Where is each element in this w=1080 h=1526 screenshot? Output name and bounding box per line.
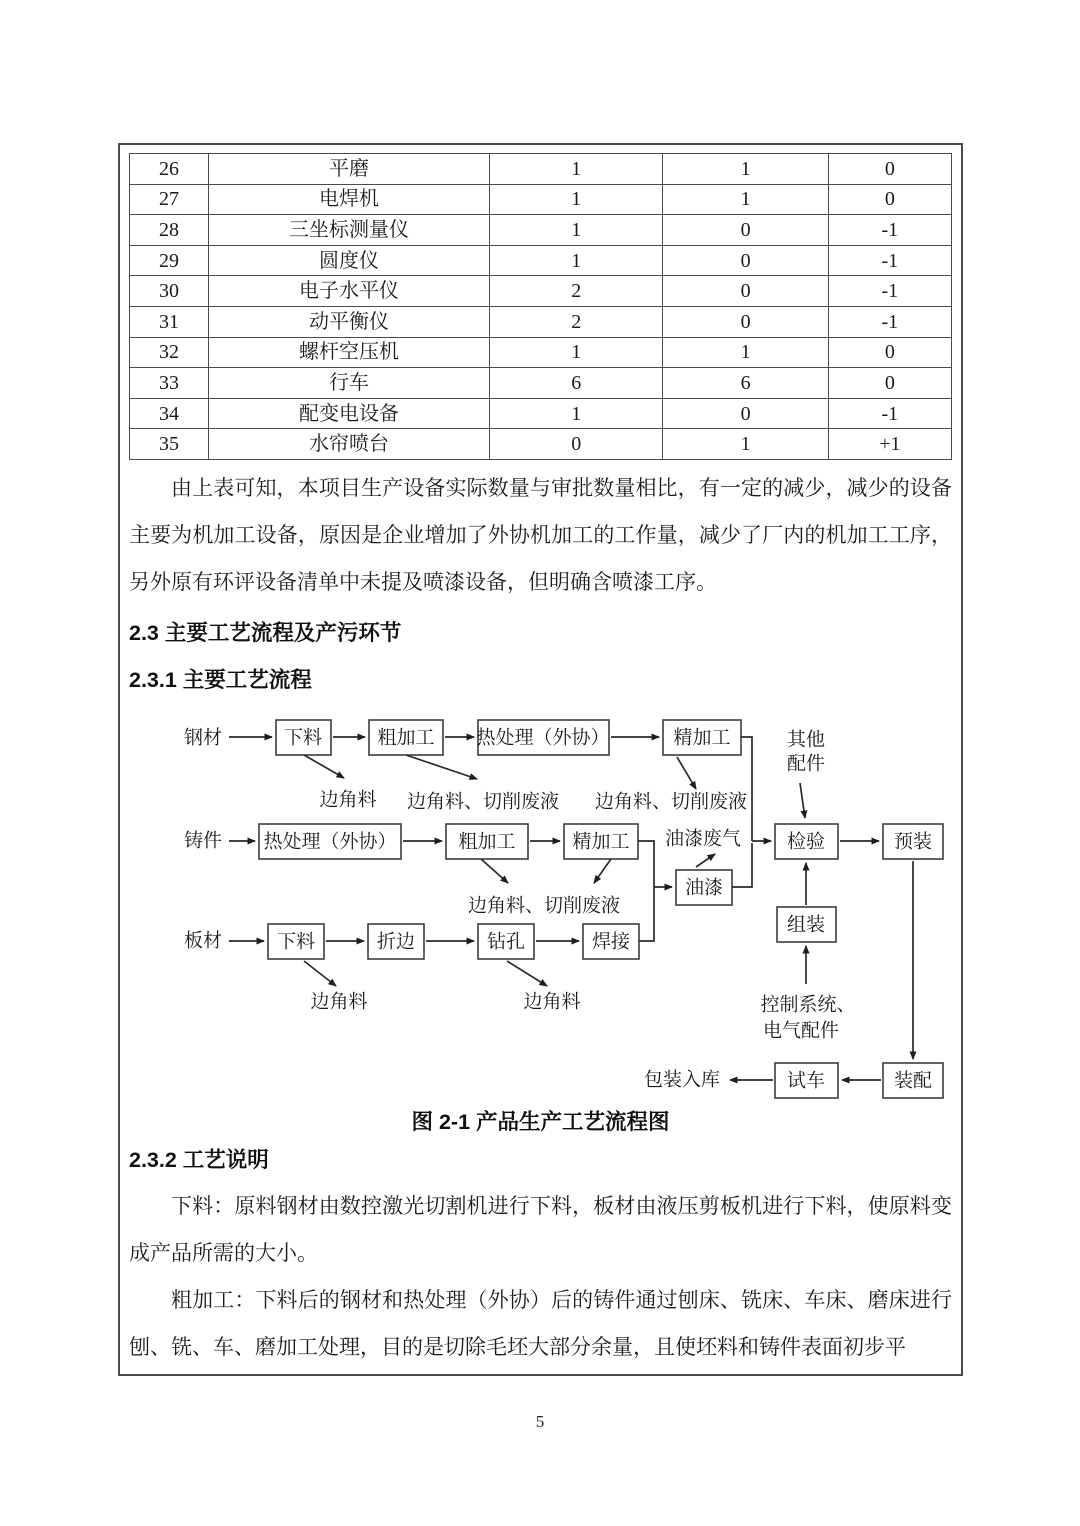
table-row <box>130 398 952 429</box>
flow-waste-arrow <box>594 859 611 883</box>
cell-name: 电子水平仪 <box>208 276 489 307</box>
cell-delta: +1 <box>828 429 951 460</box>
cell-actual: 0 <box>663 215 828 246</box>
paragraph-blanking: 下料：原料钢材由数控激光切割机进行下料，板材由液压剪板机进行下料，使原料变成产品所需的大小。 <box>129 1193 952 1265</box>
flow-label-scrap-cutting-3: 边角料、切削废液 <box>467 895 621 917</box>
flow-node-preassembly <box>883 824 943 859</box>
flow-node-drilling <box>478 924 534 959</box>
flow-node-label: 热处理（外协） <box>263 831 397 853</box>
cell-approved: 2 <box>490 276 663 307</box>
flow-label-casting: 铸件 <box>183 830 223 852</box>
cell-approved: 1 <box>490 398 663 429</box>
cell-actual: 0 <box>663 398 828 429</box>
content-frame <box>118 143 963 1376</box>
paragraph-intro: 由上表可知，本项目生产设备实际数量与审批数量相比，有一定的减少，减少的设备主要为机加工设备，原因是企业增加了外协机加工的工作量，减少了厂内的机加工工序，另外原有环评设备清单中未提及喷漆设备，但明确含喷漆工序。 <box>129 475 952 594</box>
cell-no: 27 <box>130 184 209 215</box>
cell-delta: 0 <box>828 184 951 215</box>
cell-delta: -1 <box>828 215 951 246</box>
table-row <box>130 184 952 215</box>
table-row <box>130 245 952 276</box>
flow-node-label: 油漆 <box>684 877 724 899</box>
flow-connector <box>741 737 752 841</box>
paragraph-rough-machining: 粗加工：下料后的钢材和热处理（外协）后的铸件通过刨床、铣床、车床、磨床进行刨、铣、车、磨加工处理，目的是切除毛坯大部分余量，且使坯料和铸件表面初步平 <box>129 1287 952 1359</box>
cell-name: 水帘喷台 <box>208 429 489 460</box>
flow-label-scrap-1: 边角料 <box>319 789 377 811</box>
cell-approved: 1 <box>490 154 663 185</box>
cell-actual: 1 <box>663 337 828 368</box>
flow-node-inspection <box>775 824 838 859</box>
figure-caption: 图 2-1 产品生产工艺流程图 <box>411 1109 670 1134</box>
table-row <box>130 276 952 307</box>
cell-no: 28 <box>130 215 209 246</box>
cell-name: 电焊机 <box>208 184 489 215</box>
flow-node-label: 粗加工 <box>377 727 435 749</box>
table-row <box>130 154 952 185</box>
flow-node-heat-treatment-1 <box>476 720 609 755</box>
flow-node-label: 组装 <box>786 914 826 936</box>
cell-approved: 1 <box>490 245 663 276</box>
cell-name: 配变电设备 <box>208 398 489 429</box>
cell-actual: 0 <box>663 245 828 276</box>
flow-node-rough-machining-2 <box>446 824 528 859</box>
flow-node-label: 精加工 <box>572 831 630 853</box>
flow-arrow <box>800 783 805 818</box>
flow-node-label: 检验 <box>786 831 826 853</box>
flow-node-heat-treatment-2 <box>259 824 401 859</box>
cell-actual: 0 <box>663 306 828 337</box>
flow-label-other-parts: 配件 <box>786 753 826 775</box>
flow-label-scrap-2: 边角料 <box>310 991 368 1013</box>
flow-node-label: 粗加工 <box>458 831 516 853</box>
flow-waste-arrow <box>507 961 547 986</box>
flow-connector <box>638 841 654 941</box>
flow-node-test-run <box>775 1063 838 1098</box>
table-row <box>130 215 952 246</box>
cell-actual: 1 <box>663 429 828 460</box>
flow-label-control-system: 控制系统、 <box>760 994 856 1016</box>
cell-approved: 6 <box>490 368 663 399</box>
cell-delta: -1 <box>828 245 951 276</box>
flow-waste-arrow <box>406 755 477 779</box>
flow-label-scrap-cutting-1: 边角料、切削废液 <box>406 791 560 813</box>
cell-actual: 6 <box>663 368 828 399</box>
table-row <box>130 337 952 368</box>
flow-label-scrap-cutting-2: 边角料、切削废液 <box>594 791 748 813</box>
flow-label-scrap-3: 边角料 <box>523 991 581 1013</box>
flow-node-blanking-1 <box>276 720 331 755</box>
flow-node-label: 下料 <box>283 727 323 749</box>
cell-name: 圆度仪 <box>208 245 489 276</box>
cell-no: 26 <box>130 154 209 185</box>
cell-no: 34 <box>130 398 209 429</box>
cell-name: 动平衡仪 <box>208 306 489 337</box>
flow-label-paint-gas: 油漆废气 <box>664 828 742 850</box>
flow-node-subassembly <box>777 907 836 942</box>
section-heading-2-3-2: 2.3.2 工艺说明 <box>129 1147 269 1172</box>
flow-label-steel: 钢材 <box>183 727 223 749</box>
flow-node-label: 折边 <box>376 931 416 953</box>
flow-node-label: 下料 <box>276 931 316 953</box>
flow-node-paint <box>676 870 732 905</box>
cell-delta: 0 <box>828 337 951 368</box>
flow-node-label: 钻孔 <box>486 931 526 953</box>
flow-node-label: 精加工 <box>673 727 731 749</box>
page-number: 5 <box>535 1412 545 1431</box>
cell-no: 29 <box>130 245 209 276</box>
cell-approved: 2 <box>490 306 663 337</box>
flow-node-rough-machining-1 <box>369 720 443 755</box>
cell-name: 螺杆空压机 <box>208 337 489 368</box>
cell-delta: 0 <box>828 368 951 399</box>
table-row <box>130 306 952 337</box>
cell-approved: 0 <box>490 429 663 460</box>
cell-no: 31 <box>130 306 209 337</box>
cell-name: 平磨 <box>208 154 489 185</box>
flow-node-finish-machining-2 <box>564 824 638 859</box>
cell-actual: 1 <box>663 184 828 215</box>
flow-node-assembly <box>883 1063 943 1098</box>
cell-actual: 1 <box>663 154 828 185</box>
flow-node-blanking-2 <box>268 924 324 959</box>
cell-actual: 0 <box>663 276 828 307</box>
cell-approved: 1 <box>490 337 663 368</box>
cell-no: 30 <box>130 276 209 307</box>
flow-node-label: 试车 <box>786 1070 826 1092</box>
equipment-table <box>129 153 952 460</box>
cell-delta: -1 <box>828 306 951 337</box>
cell-approved: 1 <box>490 184 663 215</box>
section-heading-2-3: 2.3 主要工艺流程及产污环节 <box>129 620 402 645</box>
flow-node-welding <box>583 924 639 959</box>
flow-label-pack-warehouse: 包装入库 <box>643 1069 721 1091</box>
cell-delta: -1 <box>828 398 951 429</box>
flow-gas-arrow <box>696 854 715 867</box>
flow-node-label: 装配 <box>893 1070 933 1092</box>
flow-waste-arrow <box>481 859 508 883</box>
cell-name: 三坐标测量仪 <box>208 215 489 246</box>
flow-node-label: 焊接 <box>591 931 631 953</box>
table-row <box>130 429 952 460</box>
flow-label-plate: 板材 <box>183 930 223 952</box>
flow-node-label: 预装 <box>893 831 933 853</box>
cell-no: 32 <box>130 337 209 368</box>
flow-node-finish-machining-1 <box>663 720 741 755</box>
cell-approved: 1 <box>490 215 663 246</box>
cell-no: 33 <box>130 368 209 399</box>
cell-name: 行车 <box>208 368 489 399</box>
flow-waste-arrow <box>304 961 336 986</box>
flow-label-electric-parts: 电气配件 <box>762 1020 840 1042</box>
section-heading-2-3-1: 2.3.1 主要工艺流程 <box>129 667 312 692</box>
cell-delta: 0 <box>828 154 951 185</box>
flow-connector <box>732 843 752 887</box>
cell-no: 35 <box>130 429 209 460</box>
flow-label-other-parts: 其他 <box>786 729 826 751</box>
flow-waste-arrow <box>677 757 696 789</box>
flow-waste-arrow <box>304 755 344 778</box>
cell-delta: -1 <box>828 276 951 307</box>
flow-node-edge-folding <box>368 924 424 959</box>
table-row <box>130 368 952 399</box>
process-flowchart <box>129 703 954 1103</box>
flow-node-label: 热处理（外协） <box>476 727 610 749</box>
